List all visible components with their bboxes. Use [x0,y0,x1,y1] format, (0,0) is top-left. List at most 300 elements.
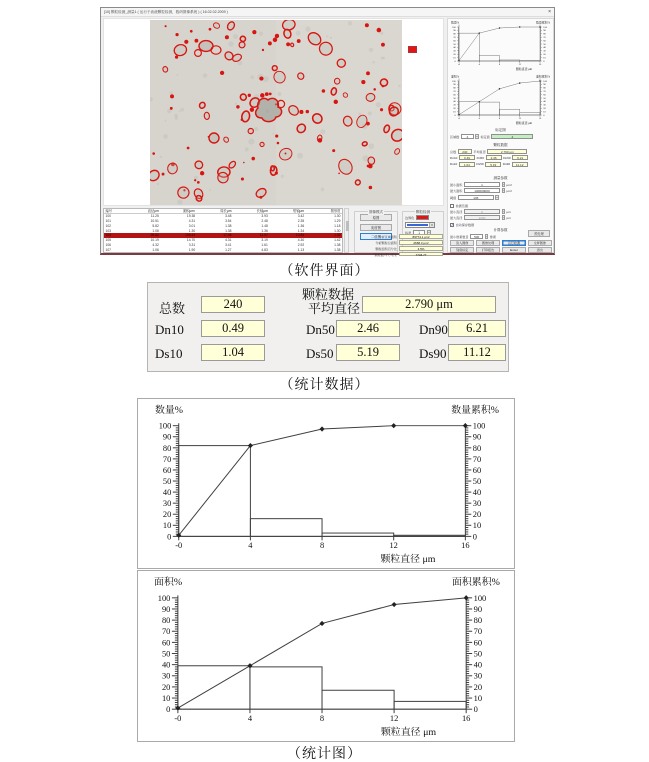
svg-text:10: 10 [472,521,482,531]
table-cell: 1.39 [334,233,341,238]
svg-text:-0: -0 [458,117,460,121]
measure-params-section [448,176,553,200]
table-cell: 3.54 [225,218,232,223]
svg-text:数量累积%: 数量累积% [536,20,550,25]
svg-text:16: 16 [461,713,471,724]
image-canvas[interactable] [103,18,444,206]
image-mode-button[interactable]: 二值图 [360,233,392,240]
preprocess-button[interactable]: 预处理 [528,230,550,237]
table-cell: 10.51 [150,218,159,223]
param-field: 1000 [464,215,500,220]
svg-text:50: 50 [453,42,456,46]
table-cell: 1.06 [152,248,159,253]
caption-software: （软件界面） [279,264,370,279]
svg-text:0: 0 [166,704,171,715]
svg-text:30: 30 [161,670,171,681]
table-cell: 4.30 [297,238,305,243]
table-cell: 105 [105,238,112,243]
fill-color-select[interactable] [405,222,435,228]
table-cell: 1.36 [297,223,305,228]
svg-text:70: 70 [543,36,546,40]
param-stepper[interactable] [502,188,505,193]
min-pixels-unit: 像素 [489,235,496,240]
svg-text:20: 20 [453,107,456,111]
particle-data-title: 颗粒数据 [493,143,508,147]
particle-table[interactable] [103,208,343,253]
svg-text:90: 90 [162,432,172,442]
table-cell: 103 [105,228,112,233]
count-chart-panel [137,398,515,569]
svg-text:70: 70 [162,454,172,464]
param-stepper [502,209,505,214]
table-cell: 1.30 [188,228,196,233]
pdata-field: 0.49 [459,155,475,160]
table-header-cell: 编号 [105,209,113,213]
svg-text:50: 50 [453,96,456,100]
svg-text:-0: -0 [458,63,460,67]
param-row [448,215,553,220]
window-titlebar[interactable] [101,8,554,17]
svg-text:70: 70 [543,90,546,94]
param-stepper[interactable] [502,182,505,187]
svg-text:60: 60 [472,465,482,475]
analysis-row [347,234,447,239]
svg-text:数量累积%: 数量累积% [451,404,499,416]
svg-text:90: 90 [453,29,456,33]
svg-text:40: 40 [473,659,483,670]
table-cell: 3.19 [261,238,268,243]
svg-text:100: 100 [543,79,547,83]
dn10-field: 0.49 [201,320,265,337]
svg-text:30: 30 [453,103,456,107]
svg-text:-0: -0 [175,541,183,551]
calc-params-section [448,228,553,240]
count-chart [138,399,514,568]
table-cell: 1.42 [334,238,341,243]
total-label: 总数 [159,301,186,316]
scrollbar-thumb[interactable] [346,221,349,231]
svg-text:颗粒直径 μm: 颗粒直径 μm [380,554,436,566]
action-button[interactable]: 运行检测 [502,240,526,246]
param-stepper [502,215,505,220]
table-cell: 3.01 [188,223,196,228]
pdata-field: 2.46 [486,155,502,160]
ds90-label: Ds90 [419,346,447,361]
table-cell: 3.41 [225,243,232,248]
table-cell: 1.36 [261,228,268,233]
table-cell: 3.31 [188,243,196,248]
action-button[interactable]: 退出 [528,247,552,253]
pdata-label: Dn90 [503,155,511,160]
pdata-label: 平均直径 [473,150,486,155]
mean-diameter-field: 2.790 μm [362,296,496,313]
table-header-cell: 长轴μm [256,209,268,213]
svg-text:100: 100 [473,592,487,603]
svg-text:60: 60 [543,93,546,97]
detect-range-title: 检测范围 [455,204,468,208]
svg-text:面积%: 面积% [154,576,183,588]
svg-text:颗粒直径 μm: 颗粒直径 μm [515,67,533,71]
analysis-row [347,252,447,257]
svg-text:100: 100 [543,25,547,29]
action-button[interactable]: 全屏图像 [528,240,552,246]
calibration-section [448,128,553,139]
analysis-label: 颗粒数/平方毫米 [374,252,397,257]
table-cell: 1.48 [261,223,268,228]
svg-text:12: 12 [518,63,521,67]
pdata-field: 2.790 μm [487,149,527,154]
svg-text:4: 4 [478,63,480,67]
svg-text:90: 90 [543,29,546,33]
table-cell: 1.13 [297,248,305,253]
svg-text:8: 8 [319,541,325,551]
table-cell: 1.38 [334,243,341,248]
table-cell: 19.38 [186,213,196,218]
param-field[interactable]: 1 [464,182,500,187]
action-button-grid [449,240,553,253]
region-count-label: 区域数 [450,135,460,140]
svg-text:80: 80 [473,615,483,626]
ds50-field: 5.19 [336,344,400,361]
pdata-field: 240 [458,149,472,154]
close-icon[interactable]: × [548,8,551,15]
svg-text:10: 10 [453,110,456,114]
svg-text:100: 100 [472,421,486,431]
svg-text:60: 60 [453,39,456,43]
image-mode-title: 图像模式 [369,209,383,214]
min-pixels-field[interactable]: 500 [470,234,483,239]
svg-text:面积累积%: 面积累积% [536,74,550,79]
param-field[interactable]: 145 [458,195,494,200]
pdata-label: Ds90 [502,162,511,167]
table-cell: 1.90 [188,248,196,253]
svg-text:20: 20 [161,681,171,692]
svg-text:16: 16 [461,541,470,551]
border-color-swatch[interactable] [416,215,429,220]
svg-text:30: 30 [453,49,456,53]
action-button[interactable]: Excel [502,247,526,253]
chevron-down-icon: ▾ [429,223,434,227]
particle-detect-title: 颗粒检测 [416,209,430,214]
svg-text:10: 10 [453,56,456,60]
svg-text:4: 4 [248,541,253,551]
particle-data-section [448,143,553,167]
table-header-cell: 周长μm [220,209,232,213]
param-label: 最小面积 [450,183,463,188]
svg-text:80: 80 [453,32,456,36]
svg-text:30: 30 [543,103,546,107]
svg-text:100: 100 [157,592,171,603]
svg-text:颗粒直径 μm: 颗粒直径 μm [380,727,437,739]
caption-stats: （统计数据） [279,378,370,393]
calc-params-title: 计算参数 [493,228,508,232]
auto-save-label: 自动保存数据 [455,223,475,227]
table-cell: 102 [105,223,112,228]
analysis-label: 颗粒面积百分比 [375,246,397,251]
analysis-value-field: 2668.3 μm² [399,240,443,245]
svg-text:70: 70 [161,626,171,637]
region-count-field[interactable]: 4 [461,134,474,139]
image-mode-button[interactable]: 原图 [360,214,392,221]
svg-text:-0: -0 [174,713,182,724]
detect-range-section [448,203,553,220]
table-cell: 1.29 [334,218,341,223]
table-cell: 99.82 [150,233,159,238]
svg-text:80: 80 [543,32,546,36]
svg-text:30: 30 [472,499,482,509]
svg-text:0: 0 [454,59,456,63]
svg-text:80: 80 [543,86,546,90]
svg-text:20: 20 [543,53,546,57]
svg-text:70: 70 [472,454,482,464]
svg-text:12: 12 [389,713,399,724]
svg-text:60: 60 [473,637,483,648]
svg-text:40: 40 [543,100,546,104]
analysis-label: 分析颗粒总面积 [375,240,397,245]
table-cell: 1.30 [334,228,341,233]
caption-charts: （统计图） [287,747,362,762]
svg-text:40: 40 [453,100,456,104]
svg-text:20: 20 [162,510,172,520]
svg-text:8: 8 [498,63,501,67]
calib-value-field: 4 [491,134,533,139]
table-header-cell: 圆形度 [330,209,341,213]
pdata-label: Dn10 [450,155,458,160]
table-cell: 14.70 [186,238,196,243]
param-unit: μm² [506,182,512,187]
svg-text:颗粒直径 μm: 颗粒直径 μm [515,121,533,125]
svg-text:0: 0 [543,59,545,63]
table-cell: 3.48 [225,213,232,218]
svg-text:0: 0 [543,113,545,117]
total-field: 240 [201,296,265,313]
svg-text:100: 100 [452,79,456,83]
measure-params-title: 测量参数 [493,176,508,180]
svg-text:8: 8 [319,713,325,724]
table-cell: 4.83 [261,248,268,253]
analysis-value-field: 4.5% [399,246,443,251]
dn90-field: 6.21 [448,320,506,337]
svg-text:100: 100 [452,25,456,29]
table-cell: 10.19 [150,238,159,243]
ds50-label: Ds50 [306,346,334,361]
mini-count-chart [448,19,553,73]
param-label: 阈值 [450,195,457,200]
param-label: 最小直径 [450,210,463,215]
table-cell: 4.32 [152,243,159,248]
stats-title: 颗粒数据 [301,287,354,302]
table-cell: 2.92 [297,243,305,248]
table-cell: 1.27 [225,248,232,253]
table-cell: 2.35 [297,218,305,223]
param-field[interactable]: 100000000 [464,188,500,193]
svg-text:50: 50 [543,96,546,100]
table-cell: 3.93 [261,213,268,218]
param-row [448,188,553,193]
image-mode-button[interactable]: 灰度图 [360,224,392,231]
svg-text:60: 60 [453,93,456,97]
svg-text:0: 0 [473,704,478,715]
dn90-label: Dn90 [419,322,448,337]
svg-text:8: 8 [498,117,501,121]
pdata-row [448,162,553,167]
min-pixels-label: 最小像素数目 [450,235,469,240]
table-cell: 11.25 [150,213,159,218]
svg-text:60: 60 [162,465,172,475]
svg-text:面积累积%: 面积累积% [451,576,500,588]
svg-text:90: 90 [473,603,483,614]
svg-text:80: 80 [453,86,456,90]
svg-text:0: 0 [167,532,172,542]
table-cell: 1.06 [152,228,159,233]
table-cell: 4.31 [188,218,196,223]
svg-text:30: 30 [162,499,172,509]
border-color-label: 边界色 [405,215,415,220]
auto-save-row [448,222,553,227]
param-row [448,195,553,200]
svg-text:40: 40 [472,488,482,498]
table-cell: 106 [105,243,112,248]
right-panel [447,18,554,253]
table-cell: 100 [105,213,112,218]
svg-text:30: 30 [543,49,546,53]
svg-text:面积%: 面积% [451,74,460,79]
dn50-field: 2.46 [336,320,400,337]
svg-text:12: 12 [389,541,398,551]
svg-text:60: 60 [161,637,171,648]
action-button[interactable]: 读入图像 [450,240,474,246]
mini-area-chart [448,73,553,127]
analysis-label: 分析区域面积 [378,235,397,239]
table-cell: 17.08 [223,233,232,238]
ds90-field: 11.12 [448,344,506,361]
svg-text:4: 4 [478,117,480,121]
svg-text:30: 30 [473,670,483,681]
table-cell: 1.30 [334,213,341,218]
svg-text:60: 60 [543,39,546,43]
outline-color-swatch [408,46,417,53]
pdata-label: 总数 [450,150,457,155]
table-cell: 107 [105,248,112,253]
analysis-value-field: 89774.1 μm² [399,234,443,239]
svg-text:20: 20 [472,510,482,520]
pdata-label: Ds50 [476,162,484,167]
action-button[interactable]: 刻度标定 [450,247,474,253]
param-row [448,209,553,214]
stats-panel [147,282,509,372]
svg-text:90: 90 [453,83,456,87]
param-unit: μm [506,215,511,220]
table-cell: 104 [105,233,112,238]
analysis-row [347,246,447,251]
svg-text:50: 50 [473,648,483,659]
microscope-photo[interactable] [150,20,402,205]
svg-text:4: 4 [247,713,253,724]
svg-text:10: 10 [162,521,172,531]
param-unit: μm [506,209,511,214]
mean-diameter-label: 平均直径 [308,301,361,316]
svg-text:90: 90 [543,83,546,87]
table-cell: 1.18 [334,223,341,228]
param-unit: μm² [506,188,512,193]
svg-text:10: 10 [543,110,546,114]
table-row[interactable] [104,248,342,253]
pdata-field: 5.19 [485,162,501,167]
window-title: [10] 颗粒检测_测量1 ( 运行于油液颗粒检测，数码图像系统 ) ( 16.02.02.2009 ) [104,9,228,14]
param-row [448,182,553,187]
svg-text:10: 10 [543,56,546,60]
svg-text:0: 0 [472,532,477,542]
pdata-field: 11.12 [512,162,528,167]
svg-text:70: 70 [453,36,456,40]
dn50-label: Dn50 [306,322,335,337]
area-chart [138,571,514,741]
analysis-value-field: 7746.77 [399,252,443,257]
table-cell: 4.31 [225,238,232,243]
table-cell: 1.34 [297,228,305,233]
svg-text:40: 40 [161,659,171,670]
svg-text:70: 70 [453,90,456,94]
table-header-cell: 面积μm² [182,209,196,213]
svg-text:50: 50 [472,476,482,486]
svg-text:90: 90 [472,432,482,442]
param-label: 最大面积 [450,189,463,194]
table-cell: 11.97 [259,233,268,238]
svg-text:50: 50 [162,476,172,486]
svg-text:12: 12 [518,117,521,121]
pdata-field: 1.04 [459,162,475,167]
svg-text:0: 0 [454,113,456,117]
svg-text:数量%: 数量% [451,20,460,25]
table-cell: 1.38 [225,228,232,233]
svg-text:40: 40 [162,488,172,498]
param-field: 0 [464,209,500,214]
svg-text:10: 10 [161,693,171,704]
pdata-row [448,149,553,154]
svg-text:50: 50 [543,42,546,46]
detect-range-checkbox[interactable] [450,204,454,208]
svg-text:10: 10 [473,693,483,704]
auto-save-checkbox[interactable]: ✓ [451,222,455,227]
analysis-row [347,240,447,245]
dn10-label: Dn10 [155,322,184,337]
table-cell: 3.42 [297,213,305,218]
svg-text:50: 50 [161,648,171,659]
min-pixels-stepper[interactable] [485,234,488,239]
action-button[interactable]: 打印报告 [476,247,500,253]
svg-text:16: 16 [538,63,542,67]
svg-text:40: 40 [543,46,546,50]
table-cell: 1.38 [334,248,341,253]
svg-text:70: 70 [473,626,483,637]
table-cell: 10.84 [295,233,305,238]
pdata-label: Ds10 [450,162,458,167]
table-cell: 101 [105,218,112,223]
region-count-stepper[interactable] [475,134,478,139]
svg-text:90: 90 [161,603,171,614]
table-cell: 5.82 [152,223,159,228]
table-cell: 1.38 [225,223,232,228]
ds10-field: 1.04 [201,344,265,361]
svg-text:20: 20 [473,681,483,692]
svg-text:16: 16 [538,117,542,121]
pdata-field: 6.21 [512,155,528,160]
svg-text:40: 40 [453,46,456,50]
table-header-cell: 直径μm [147,209,159,213]
table-cell: 2.48 [261,218,268,223]
action-button[interactable]: 图像处理 [476,240,500,246]
param-stepper[interactable] [495,195,498,200]
